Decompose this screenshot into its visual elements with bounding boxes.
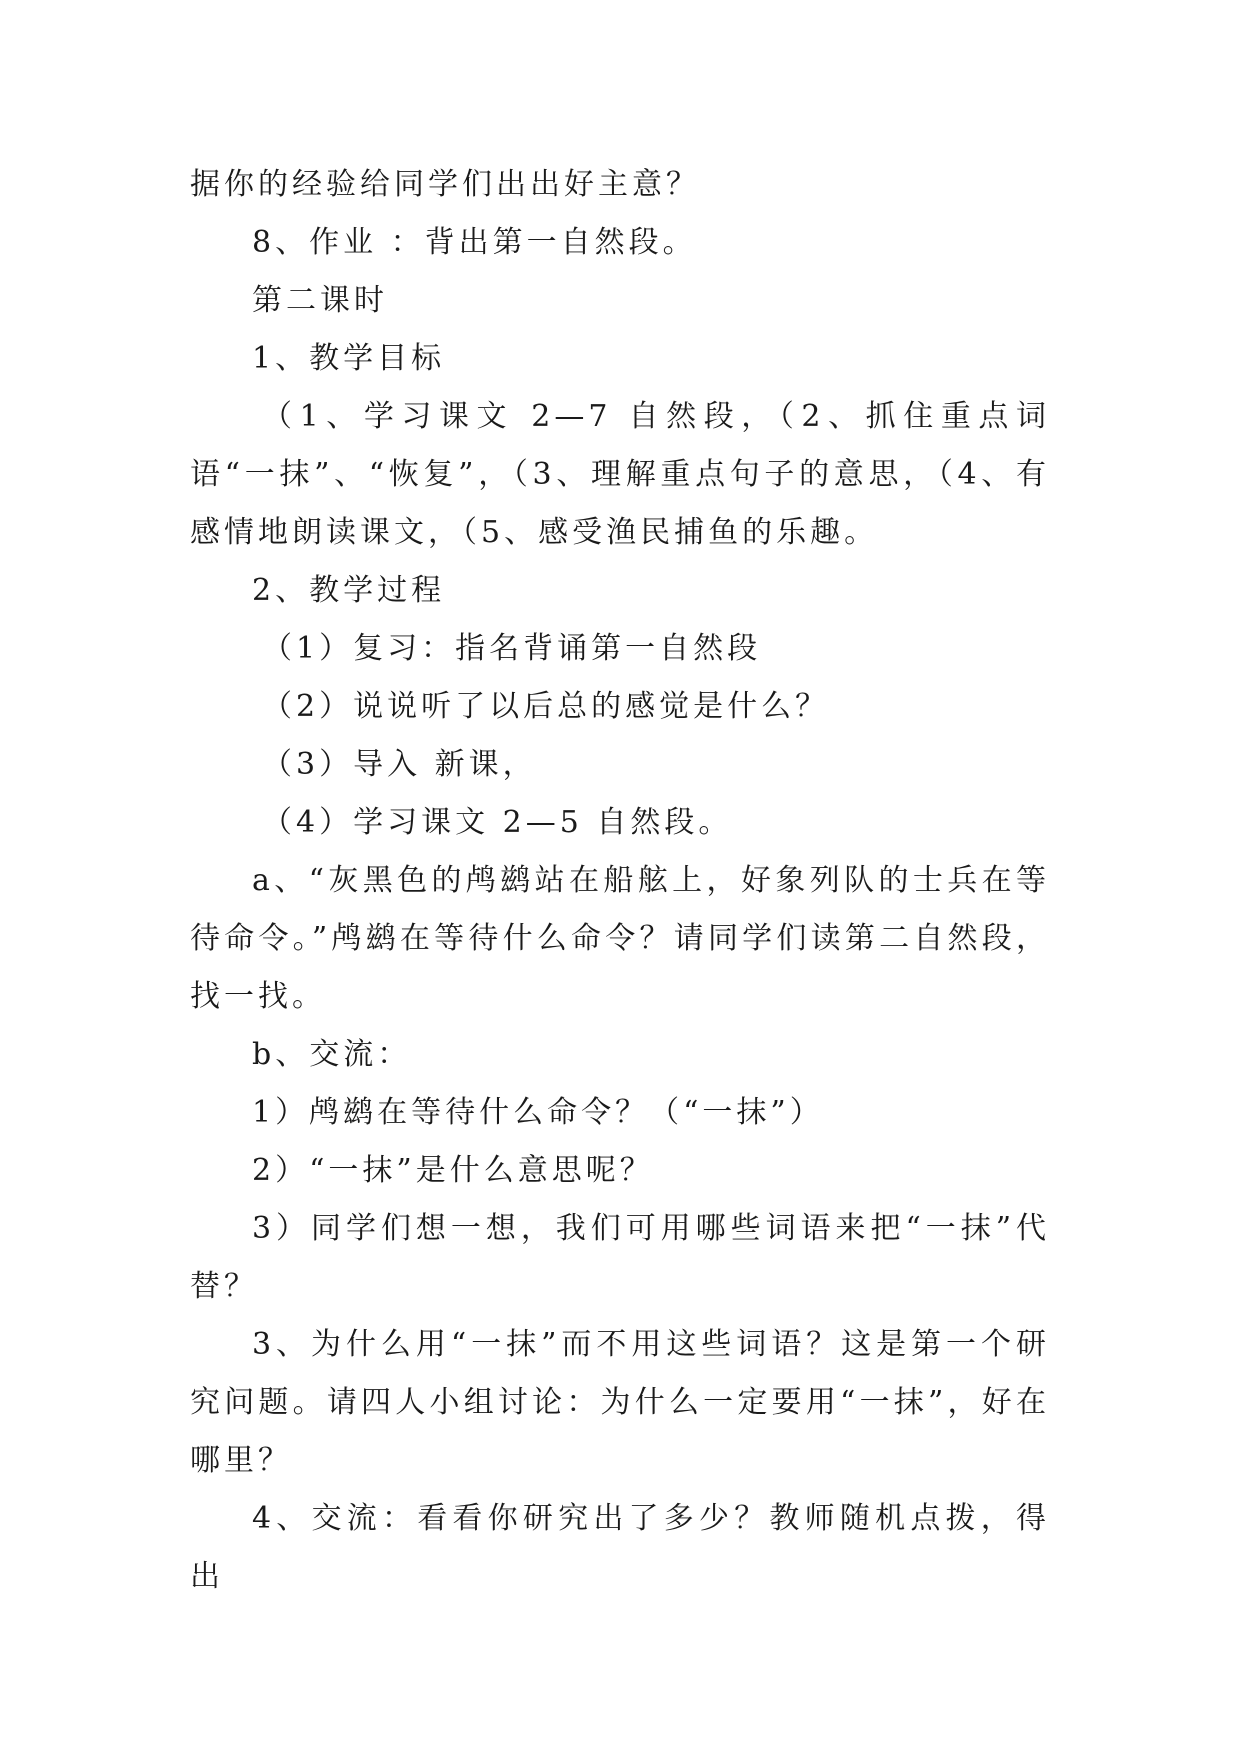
section-heading-second-lesson: 第二课时 — [252, 283, 388, 318]
paragraph-research-question: 3、为什么用“一抹”而不用这些词语？这是第一个研究问题。请四人小组讨论：为什么一定要用“一抹”，好在哪里？ — [190, 1327, 1050, 1478]
heading-teaching-goals: 1、教学目标 — [252, 341, 446, 376]
paragraph-b-exchange: b、交流： — [252, 1037, 412, 1072]
paragraph-a-quote: a、“灰黑色的鸬鹚站在船舷上，好象列队的士兵在等待命令。”鸬鹚在等待什么命令？请同学们读第二自然段，找一找。 — [190, 863, 1050, 1014]
process-step-4: （4）学习课文 2—5 自然段。 — [262, 805, 733, 840]
question-3: 3）同学们想一想，我们可用哪些词语来把“一抹”代替？ — [190, 1211, 1050, 1304]
process-step-1: （1）复习：指名背诵第一自然段 — [262, 631, 762, 666]
paragraph-exchange-results: 4、交流：看看你研究出了多少？教师随机点拨，得出 — [190, 1501, 1050, 1594]
process-step-2: （2）说说听了以后总的感觉是什么？ — [262, 689, 830, 724]
question-1: 1）鸬鹚在等待什么命令？（“一抹”） — [252, 1095, 824, 1130]
paragraph-teaching-goals-list: （1、学习课文 2—7 自然段，（2、抓住重点词语“一抹”、“恢复”，（3、理解重点句子的意思，（4、有感情地朗读课文，（5、感受渔民捕鱼的乐趣。 — [190, 399, 1050, 550]
process-step-3: （3）导入 新课， — [262, 747, 537, 782]
heading-teaching-process: 2、教学过程 — [252, 573, 446, 608]
paragraph-homework: 8、作业 ：背出第一自然段。 — [252, 225, 697, 260]
paragraph-continuation: 据你的经验给同学们出出好主意？ — [190, 167, 700, 202]
document-body — [190, 156, 1050, 1606]
question-2: 2）“一抹”是什么意思呢？ — [252, 1153, 654, 1188]
